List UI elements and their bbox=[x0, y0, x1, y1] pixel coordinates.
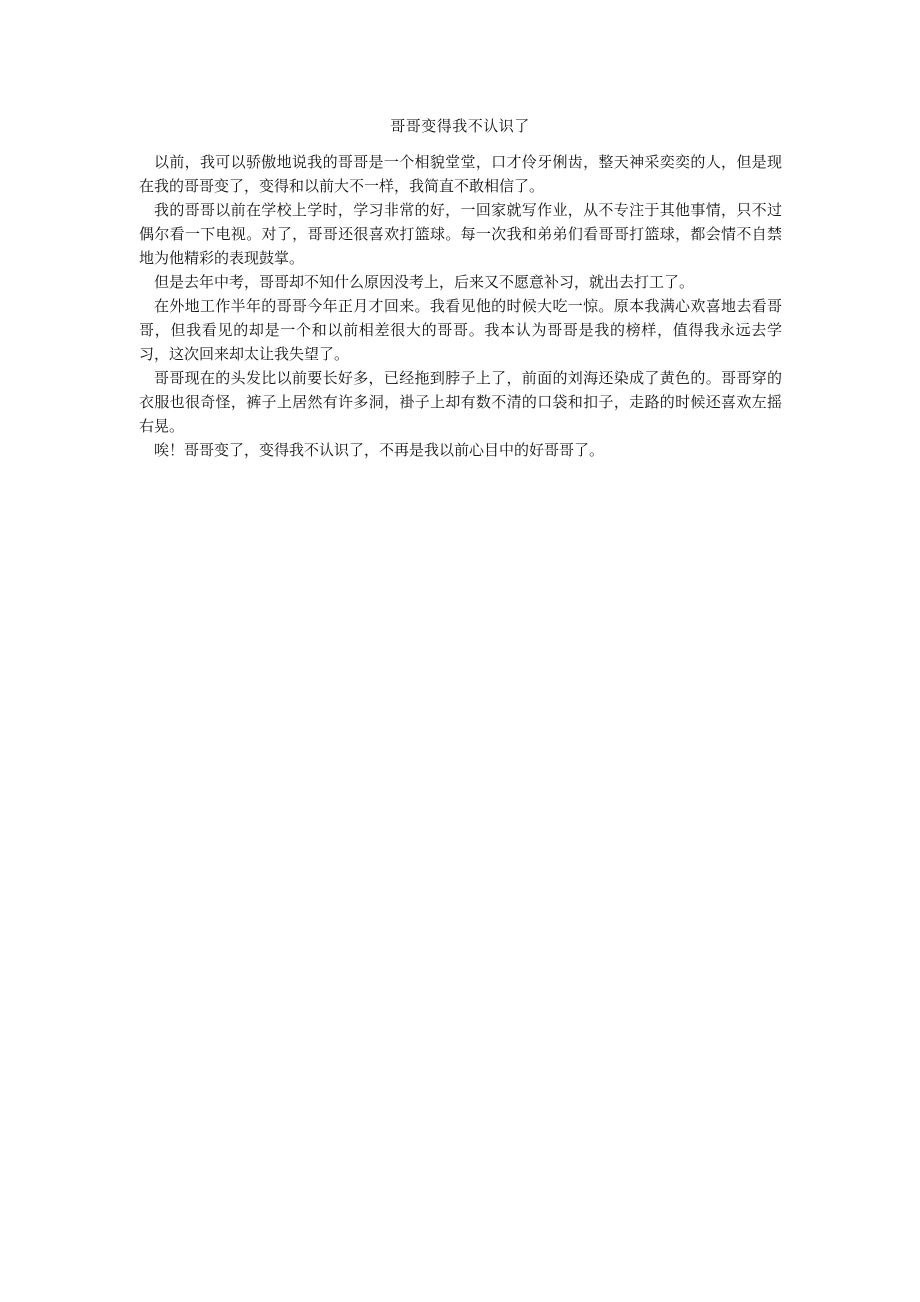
paragraph: 在外地工作半年的哥哥今年正月才回来。我看见他的时候大吃一惊。原本我满心欢喜地去看哥哥，但我看见的却是一个和以前相差很大的哥哥。我本认为哥哥是我的榜样，值得我永远去学习，这次回来却太让我失望了。 bbox=[139, 297, 782, 363]
paragraph: 以前，我可以骄傲地说我的哥哥是一个相貌堂堂，口才伶牙俐齿，整天神采奕奕的人，但是现在我的哥哥变了，变得和以前大不一样，我简直不敢相信了。 bbox=[139, 153, 782, 195]
paragraph: 我的哥哥以前在学校上学时，学习非常的好，一回家就写作业，从不专注于其他事情，只不过偶尔看一下电视。对了，哥哥还很喜欢打篮球。每一次我和弟弟们看哥哥打篮球，都会情不自禁地为他精彩的表现鼓掌。 bbox=[139, 201, 782, 267]
paragraph: 但是去年中考，哥哥却不知什么原因没考上，后来又不愿意补习，就出去打工了。 bbox=[154, 273, 695, 291]
document-title: 哥哥变得我不认识了 bbox=[390, 117, 530, 135]
paragraph: 哥哥现在的头发比以前要长好多，已经拖到脖子上了，前面的刘海还染成了黄色的。哥哥穿的衣服也很奇怪，裤子上居然有许多洞，褂子上却有数不清的口袋和扣子，走路的时候还喜欢左摇右晃。 bbox=[139, 369, 782, 435]
paragraph: 唉！哥哥变了，变得我不认识了，不再是我以前心目中的好哥哥了。 bbox=[154, 441, 605, 459]
document-body bbox=[139, 150, 782, 462]
